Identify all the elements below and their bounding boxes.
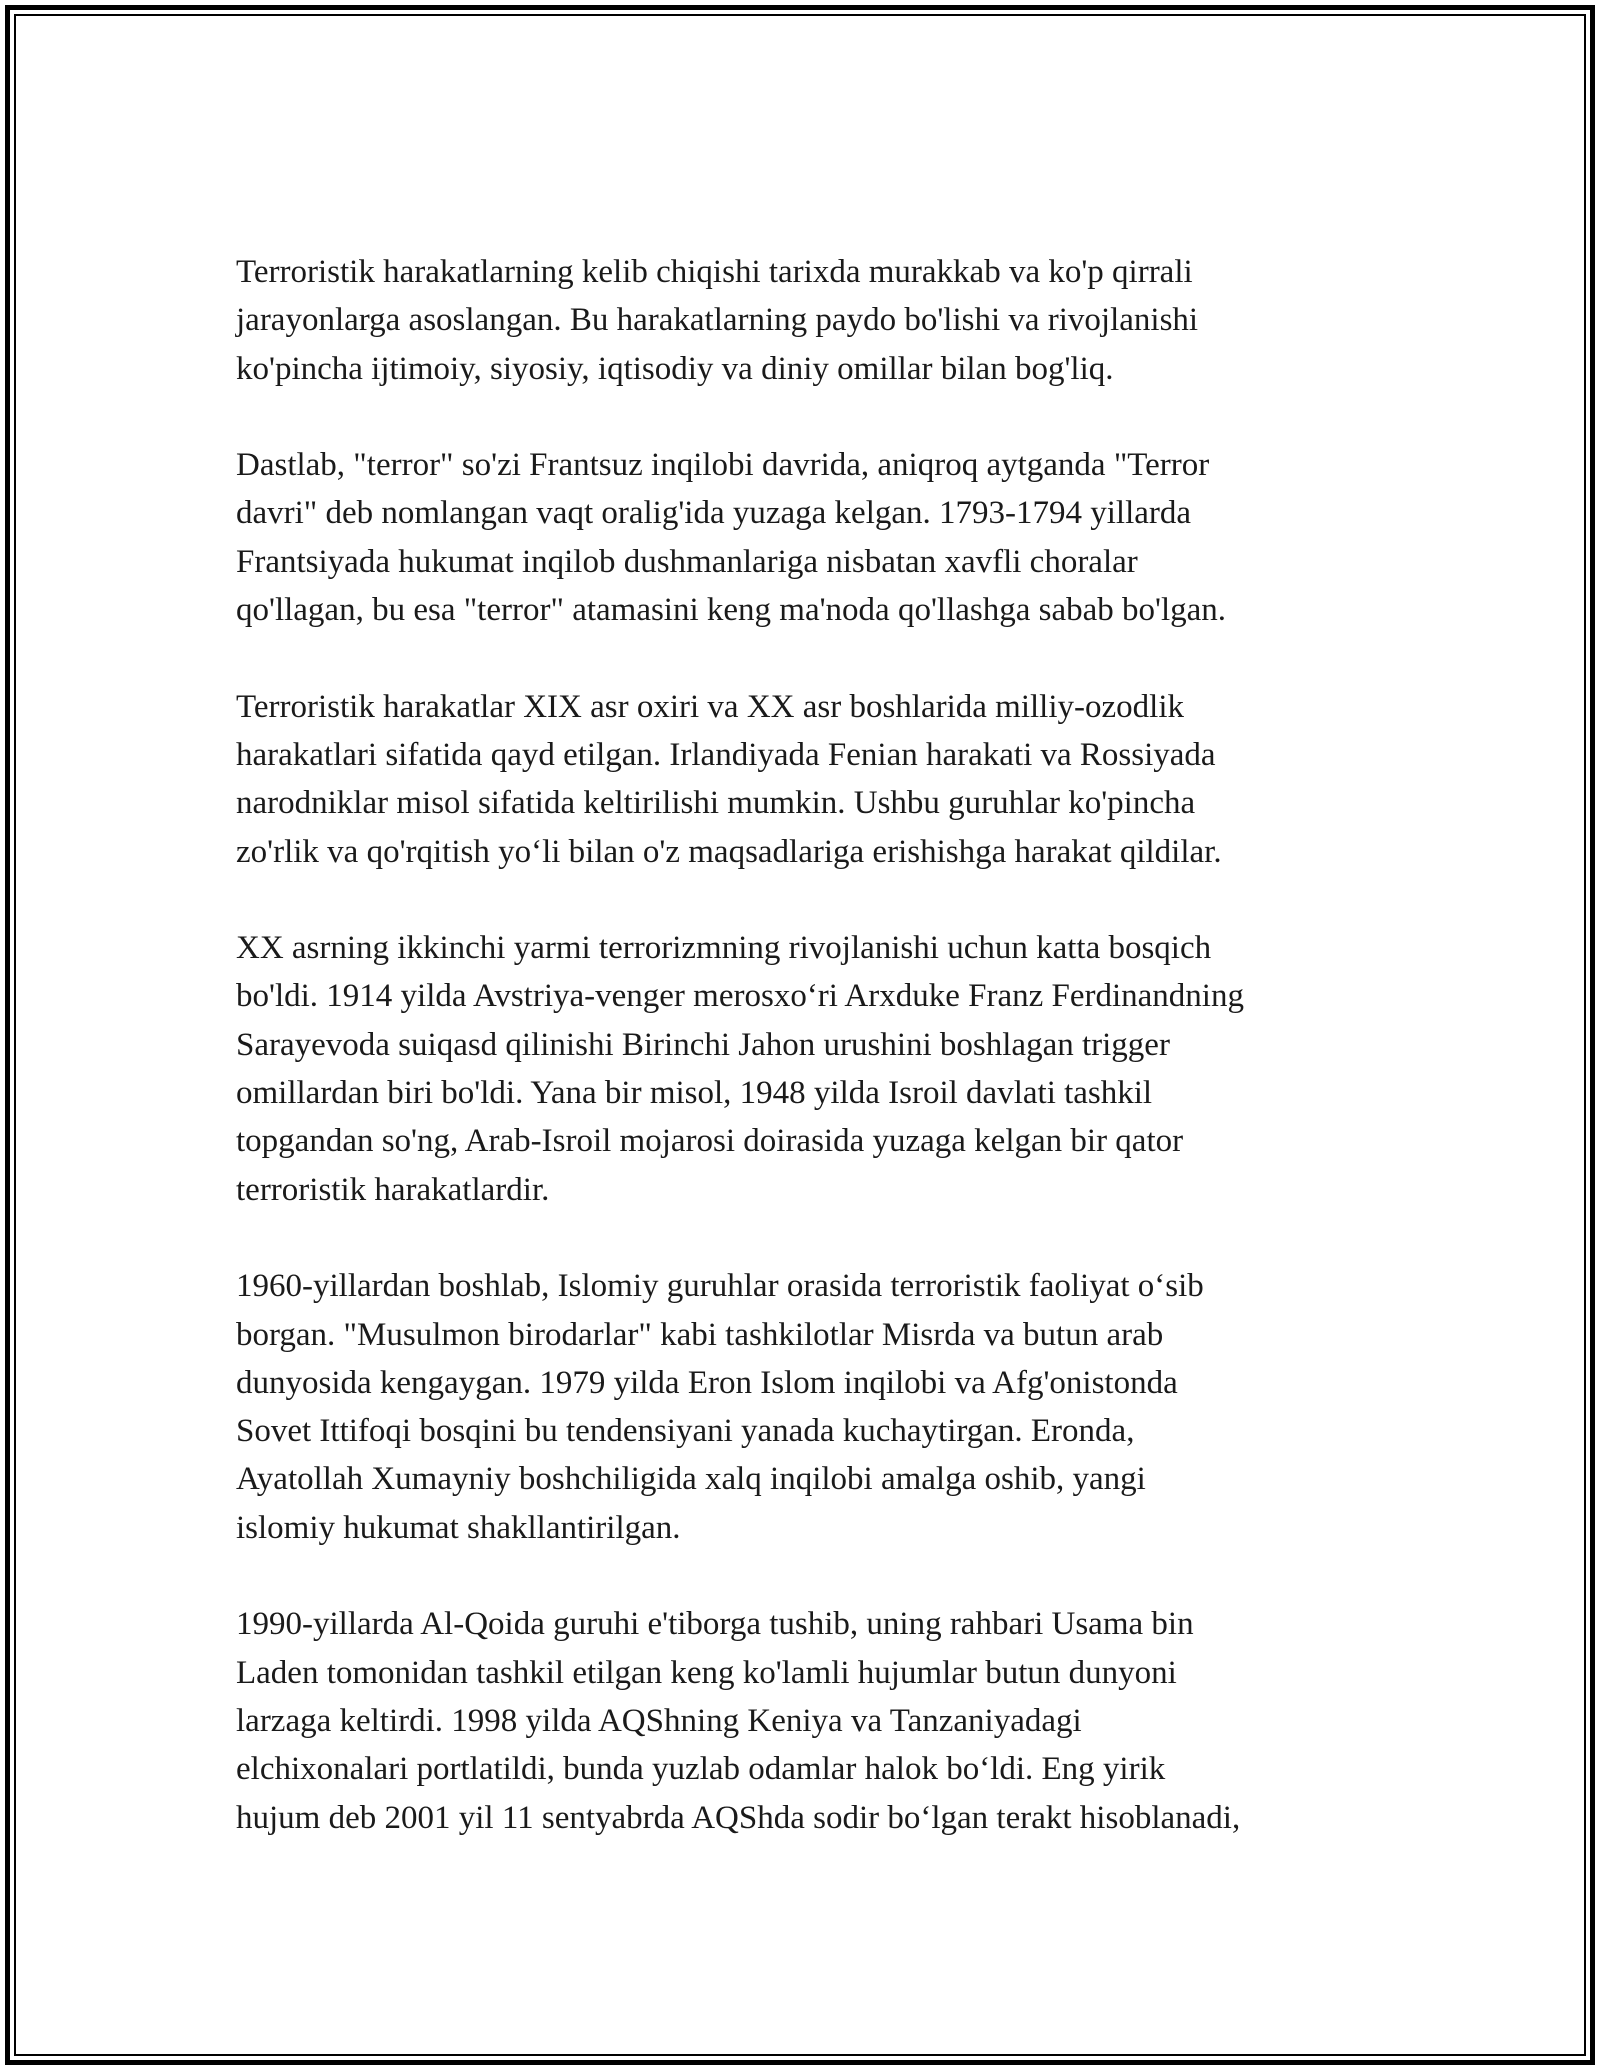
- text-line: Ayatollah Xumayniy boshchiligida xalq inqilobi amalga oshib, yangi: [236, 1461, 1146, 1498]
- text-line: islomiy hukumat shakllantirilgan.: [236, 1509, 681, 1546]
- text-line: narodniklar misol sifatida keltirilishi mumkin. Ushbu guruhlar ko'pincha: [236, 785, 1196, 822]
- text-line: borgan. "Musulmon birodarlar" kabi tashkilotlar Misrda va butun arab: [236, 1316, 1164, 1353]
- text-line: ko'pincha ijtimoiy, siyosiy, iqtisodiy va diniy omillar bilan bog'liq.: [236, 350, 1114, 387]
- text-line: zo'rlik va qo'rqitish yo‘li bilan o'z maqsadlariga erishishga harakat qildilar.: [236, 833, 1222, 870]
- paragraph-5: [236, 1262, 1366, 1552]
- paragraph-6: [236, 1600, 1366, 1841]
- paragraph-3: [236, 683, 1366, 876]
- text-line: Sovet Ittifoqi bosqini bu tendensiyani yanada kuchaytirgan. Eronda,: [236, 1413, 1135, 1450]
- text-line: omillardan biri bo'ldi. Yana bir misol, 1948 yilda Isroil davlati tashkil: [236, 1075, 1153, 1112]
- text-line: harakatlari sifatida qayd etilgan. Irlandiyada Fenian harakati va Rossiyada: [236, 736, 1216, 773]
- text-line: bo'ldi. 1914 yilda Avstriya-venger merosxo‘ri Arxduke Franz Ferdinandning: [236, 978, 1244, 1015]
- document-body: [236, 248, 1366, 1890]
- text-line: Sarayevoda suiqasd qilinishi Birinchi Jahon urushini boshlagan trigger: [236, 1026, 1170, 1063]
- text-line: XX asrning ikkinchi yarmi terrorizmning rivojlanishi uchun katta bosqich: [236, 930, 1212, 967]
- paragraph-2: [236, 441, 1366, 634]
- text-line: elchixonalari portlatildi, bunda yuzlab odamlar halok bo‘ldi. Eng yirik: [236, 1751, 1166, 1788]
- text-line: Dastlab, "terror" so'zi Frantsuz inqilobi davrida, aniqroq aytganda "Terror: [236, 447, 1210, 484]
- text-line: jarayonlarga asoslangan. Bu harakatlarning paydo bo'lishi va rivojlanishi: [236, 302, 1199, 339]
- text-line: Terroristik harakatlar XIX asr oxiri va XX asr boshlarida milliy-ozodlik: [236, 688, 1184, 725]
- paragraph-4: [236, 924, 1366, 1214]
- text-line: 1990-yillarda Al-Qoida guruhi e'tiborga tushib, uning rahbari Usama bin: [236, 1606, 1194, 1643]
- text-line: Terroristik harakatlarning kelib chiqishi tarixda murakkab va ko'p qirrali: [236, 254, 1193, 290]
- text-line: larzaga keltirdi. 1998 yilda AQShning Keniya va Tanzaniyadagi: [236, 1702, 1082, 1739]
- text-line: hujum deb 2001 yil 11 sentyabrda AQShda sodir bo‘lgan terakt hisoblanadi,: [236, 1799, 1241, 1836]
- text-line: 1960-yillardan boshlab, Islomiy guruhlar orasida terroristik faoliyat o‘sib: [236, 1268, 1204, 1305]
- text-line: Frantsiyada hukumat inqilob dushmanlariga nisbatan xavfli choralar: [236, 543, 1138, 580]
- text-line: davri" deb nomlangan vaqt oralig'ida yuzaga kelgan. 1793-1794 yillarda: [236, 495, 1192, 532]
- text-line: Laden tomonidan tashkil etilgan keng ko'lamli hujumlar butun dunyoni: [236, 1654, 1177, 1691]
- text-line: qo'llagan, bu esa "terror" atamasini keng ma'noda qo'llashga sabab bo'lgan.: [236, 592, 1227, 629]
- text-line: topgandan so'ng, Arab-Isroil mojarosi doirasida yuzaga kelgan bir qator: [236, 1123, 1184, 1160]
- text-line: dunyosida kengaygan. 1979 yilda Eron Islom inqilobi va Afg'onistonda: [236, 1364, 1178, 1401]
- paragraph-1: [236, 248, 1366, 393]
- text-line: terroristik harakatlardir.: [236, 1171, 550, 1208]
